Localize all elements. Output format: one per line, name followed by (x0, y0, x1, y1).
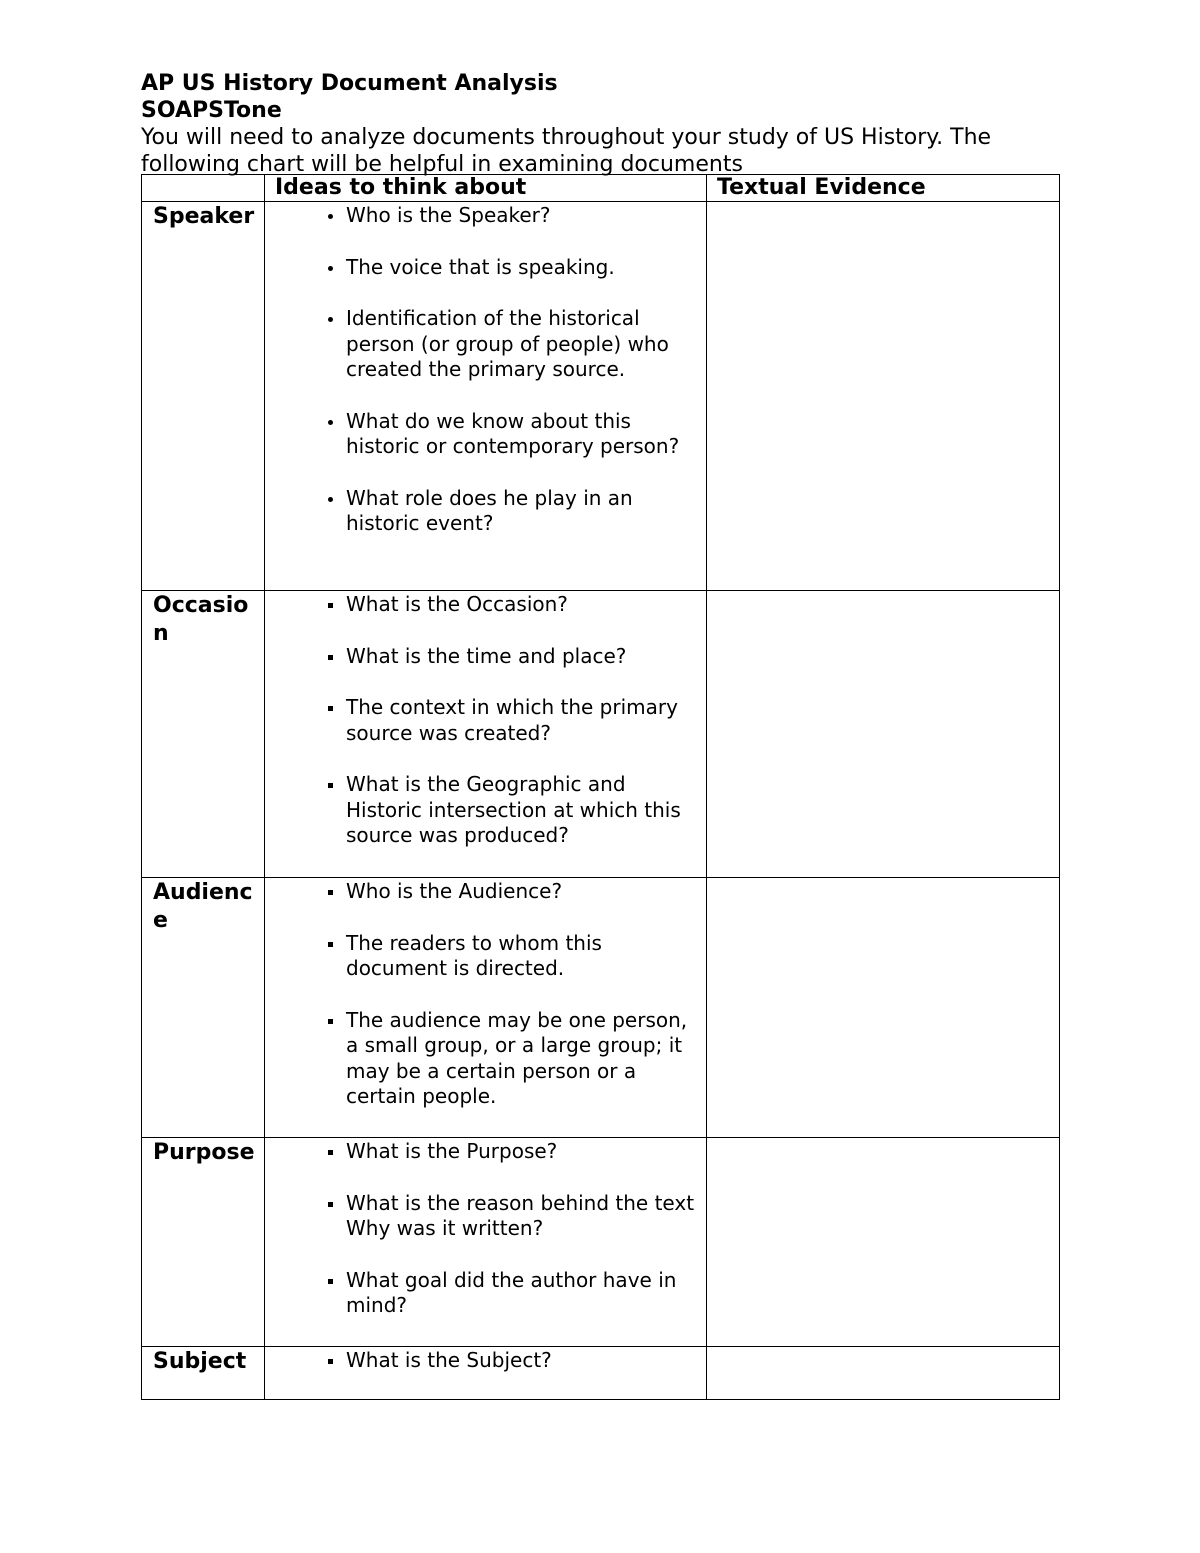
textual-evidence-cell[interactable] (707, 202, 1060, 591)
list-item: ▪ What is the time and place? (345, 644, 698, 670)
ideas-list (265, 1139, 706, 1319)
ideas-cell (265, 1138, 707, 1347)
list-item: • Identification of the historical person (or group of people) who created the primary source. (345, 306, 698, 383)
list-item: ▪ What goal did the author have in mind? (345, 1268, 698, 1319)
table-row (142, 591, 1060, 878)
document-page (141, 70, 1059, 1400)
header-ideas: Ideas to think about (265, 175, 707, 202)
ideas-cell (265, 1347, 707, 1400)
list-item: • Who is the Speaker? (345, 203, 698, 229)
list-item: ▪ What is the Occasion? (345, 592, 698, 618)
list-item: • What do we know about this historic or contemporary person? (345, 409, 698, 460)
list-item: ▪ What is the Geographic and Historic intersection at which this source was produced? (345, 772, 698, 849)
ideas-list (265, 1348, 706, 1374)
ideas-list (265, 203, 706, 537)
ideas-cell (265, 202, 707, 591)
header-evidence: Textual Evidence (707, 175, 1060, 202)
textual-evidence-cell[interactable] (707, 1138, 1060, 1347)
table-row (142, 202, 1060, 591)
list-item: ▪ The audience may be one person, a small group, or a large group; it may be a certain person or a certain people. (345, 1008, 698, 1110)
row-label-subject: Subject (142, 1347, 265, 1400)
document-intro: You will need to analyze documents throughout your study of US History. The following chart will be helpful in examining documents (141, 125, 992, 177)
list-item: ▪ What is the Purpose? (345, 1139, 698, 1165)
soapstone-table (141, 174, 1060, 1400)
row-label-occasion: Occasion (142, 591, 265, 878)
table-body (142, 202, 1060, 1400)
ideas-list (265, 592, 706, 849)
list-item: ▪ What is the Subject? (345, 1348, 698, 1374)
row-label-purpose: Purpose (142, 1138, 265, 1347)
ideas-list (265, 879, 706, 1110)
ideas-cell (265, 878, 707, 1138)
table-header-row (142, 175, 1060, 202)
list-item: ▪ What is the reason behind the text Why was it written? (345, 1191, 698, 1242)
table-row (142, 1138, 1060, 1347)
textual-evidence-cell[interactable] (707, 878, 1060, 1138)
row-label-audience: Audience (142, 878, 265, 1138)
row-label-speaker: Speaker (142, 202, 265, 591)
list-item: ▪ Who is the Audience? (345, 879, 698, 905)
list-item: • What role does he play in an historic event? (345, 486, 698, 537)
table-row (142, 1347, 1060, 1400)
textual-evidence-cell[interactable] (707, 591, 1060, 878)
document-title: AP US History Document Analysis (141, 71, 558, 96)
header-blank-cell (142, 175, 265, 202)
list-item: • The voice that is speaking. (345, 255, 698, 281)
ideas-cell (265, 591, 707, 878)
list-item: ▪ The readers to whom this document is directed. (345, 931, 698, 982)
document-subtitle: SOAPSTone (141, 98, 282, 123)
table-row (142, 878, 1060, 1138)
textual-evidence-cell[interactable] (707, 1347, 1060, 1400)
list-item: ▪ The context in which the primary source was created? (345, 695, 698, 746)
